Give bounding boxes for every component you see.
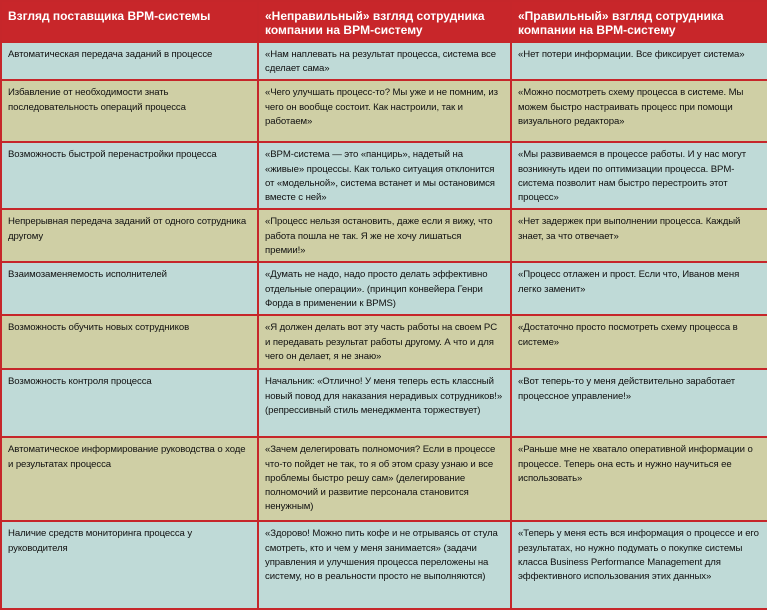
right-view-cell: «Достаточно просто посмотреть схему процесса в системе»: [511, 315, 767, 369]
table-row: [1, 142, 767, 209]
right-view-cell: «Можно посмотреть схему процесса в системе. Мы можем быстро настраивать процесс при помощи визуального редактора»: [511, 80, 767, 142]
right-view-cell: «Теперь у меня есть вся информация о процессе и его результатах, но нужно подумать о покупке системы класса Business Performance Management для эффективного использования этих данных»: [511, 521, 767, 609]
table-row: [1, 315, 767, 369]
vendor-view-cell: Возможность быстрой перенастройки процесса: [1, 142, 258, 209]
header-vendor-view: Взгляд поставщика BPM-системы: [1, 1, 258, 42]
right-view-cell: «Раньше мне не хватало оперативной информации о процессе. Теперь она есть и нужно научиться ее использовать»: [511, 437, 767, 521]
wrong-view-cell: «Зачем делегировать полномочия? Если в процессе что-то пойдет не так, то я об этом сразу узнаю и все проблемы быстро решу сам» (делегирование полномочий и развитие персонала становится ненужным): [258, 437, 511, 521]
right-view-cell: «Процесс отлажен и прост. Если что, Иванов меня легко заменит»: [511, 262, 767, 315]
wrong-view-cell: «Нам наплевать на результат процесса, система все сделает сама»: [258, 42, 511, 80]
vendor-view-cell: Наличие средств мониторинга процесса у руководителя: [1, 521, 258, 609]
right-view-cell: «Мы развиваемся в процессе работы. И у нас могут возникнуть идеи по оптимизации процесса. BPM-система позволит нам быстро перестроить этот процесс»: [511, 142, 767, 209]
table-row: [1, 80, 767, 142]
right-view-cell: «Нет задержек при выполнении процесса. Каждый знает, за что отвечает»: [511, 209, 767, 262]
header-right-view: «Правильный» взгляд сотрудника компании на BPM-систему: [511, 1, 767, 42]
wrong-view-cell: «Здорово! Можно пить кофе и не отрываясь от стула смотреть, кто и чем у меня занимается» (задачи управления и улучшения процесса переложены на систему, но в реальности просто не выполняются): [258, 521, 511, 609]
vendor-view-cell: Автоматическое информирование руководства о ходе и результатах процесса: [1, 437, 258, 521]
header-row: [1, 1, 767, 42]
table-row: [1, 42, 767, 80]
wrong-view-cell: Начальник: «Отлично! У меня теперь есть классный новый повод для наказания нерадивых сотрудников!» (репрессивный стиль менеджмента торжествует): [258, 369, 511, 437]
table-row: [1, 209, 767, 262]
wrong-view-cell: «Процесс нельзя остановить, даже если я вижу, что работа пошла не так. Я же не хочу лишаться премии!»: [258, 209, 511, 262]
wrong-view-cell: «Чего улучшать процесс-то? Мы уже и не помним, из чего он вообще состоит. Как настроили, так и работаем»: [258, 80, 511, 142]
vendor-view-cell: Избавление от необходимости знать последовательность операций процесса: [1, 80, 258, 142]
header-wrong-view: «Неправильный» взгляд сотрудника компании на BPM-систему: [258, 1, 511, 42]
table-row: [1, 521, 767, 609]
vendor-view-cell: Возможность обучить новых сотрудников: [1, 315, 258, 369]
table-row: [1, 437, 767, 521]
table-row: [1, 262, 767, 315]
right-view-cell: «Вот теперь-то у меня действительно заработает процессное управление!»: [511, 369, 767, 437]
wrong-view-cell: «Я должен делать вот эту часть работы на своем PC и передавать результат работы другому. А что и для чего он делает, я не знаю»: [258, 315, 511, 369]
right-view-cell: «Нет потери информации. Все фиксирует система»: [511, 42, 767, 80]
vendor-view-cell: Возможность контроля процесса: [1, 369, 258, 437]
table-row: [1, 369, 767, 437]
vendor-view-cell: Непрерывная передача заданий от одного сотрудника другому: [1, 209, 258, 262]
wrong-view-cell: «Думать не надо, надо просто делать эффективно отдельные операции». (принцип конвейера Генри Форда в применении к BPMS): [258, 262, 511, 315]
wrong-view-cell: «BPM-система — это «панцирь», надетый на «живые» процессы. Как только ситуация отклонится от «модельной», система встанет и мы остановимся вместе с ней»: [258, 142, 511, 209]
vendor-view-cell: Взаимозаменяемость исполнителей: [1, 262, 258, 315]
vendor-view-cell: Автоматическая передача заданий в процессе: [1, 42, 258, 80]
